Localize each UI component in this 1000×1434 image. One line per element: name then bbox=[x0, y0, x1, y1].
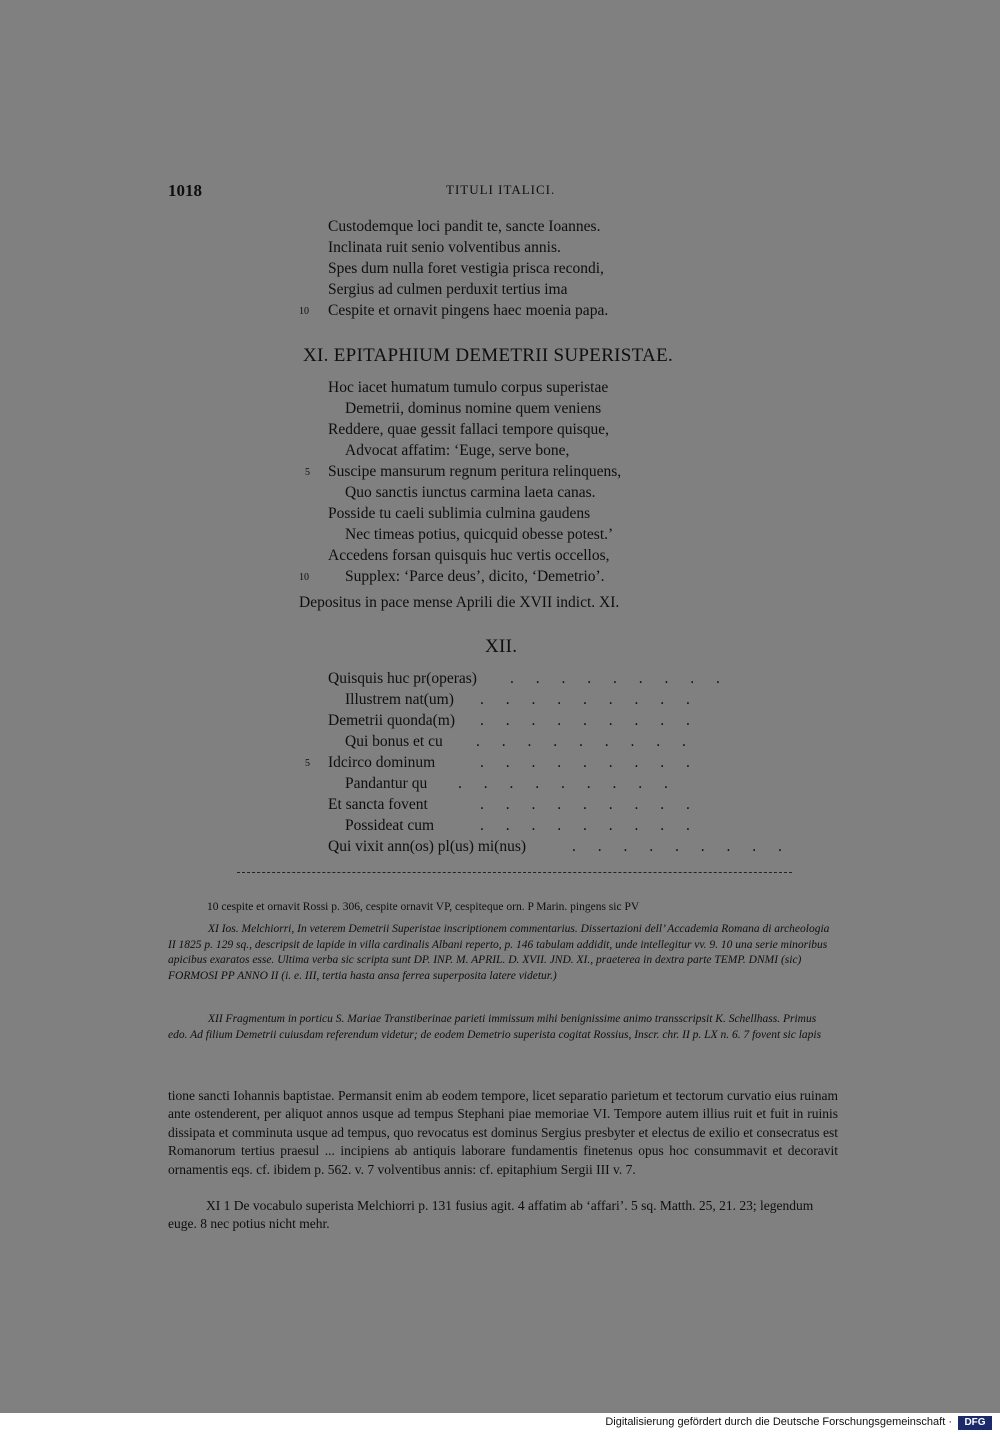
verse-line: Inclinata ruit senio volventibus annis. bbox=[328, 239, 561, 256]
verse-line: Qui vixit ann(os) pl(us) mi(nus) bbox=[328, 838, 527, 855]
verse-line: Reddere, quae gessit fallaci tempore quisque, bbox=[328, 421, 610, 438]
verse-line: Accedens forsan quisquis huc vertis occellos, bbox=[328, 547, 610, 564]
verse-line: Idcirco dominum bbox=[328, 754, 436, 771]
lacuna-dots: . . . . . . . . . bbox=[510, 670, 729, 687]
lacuna-dots: . . . . . . . . . bbox=[480, 691, 699, 708]
verse-line: Posside tu caeli sublimia culmina gaudens bbox=[328, 505, 591, 522]
depositus-line: Depositus in pace mense Aprili die XVII indict. XI. bbox=[299, 594, 620, 611]
lacuna-dots: . . . . . . . . . bbox=[480, 796, 699, 813]
note-x: 10 cespite et ornavit Rossi p. 306, cespite ornavit VP, cespiteque orn. P Marin. pingens sic PV bbox=[207, 901, 640, 913]
note-xi: XI Ios. Melchiorri, In veterem Demetrii Superistae inscriptionem commentarius. Dissertazioni dell’ Accademia Romana di archeologia II 1825 p. 129 sq., descripsit de lapide in villa cardinalis Albani reperto, p. 146 tabulam addidit, unde intellegitur vv. 9. 10 una serie minoribus apicibus exaratos esse. Ultima verba sic scripta sunt DP. INP. M. APRIL. D. XVII. JND. XI., praeterea in dextra parte TEMP. DNMI (sic) FORMOSI PP ANNO II (i. e. III, tertia hasta ansa ferrea superposita latere videtur.) bbox=[168, 923, 830, 982]
verse-line: Supplex: ‘Parce deus’, dicito, ‘Demetrio’. bbox=[345, 568, 605, 585]
verse-line: Quo sanctis iunctus carmina laeta canas. bbox=[345, 484, 596, 501]
verse-line: Advocat affatim: ‘Euge, serve bone, bbox=[345, 442, 570, 459]
section-xi-title: XI. EPITAPHIUM DEMETRII SUPERISTAE. bbox=[303, 345, 674, 366]
lacuna-dots: . . . . . . . . . bbox=[476, 733, 695, 750]
verse-line: Nec timeas potius, quicquid obesse potest.’ bbox=[345, 526, 614, 543]
lacuna-dots: . . . . . . . . . bbox=[480, 817, 699, 834]
footer-bar bbox=[0, 1413, 1000, 1434]
footer-text: Digitalisierung gefördert durch die Deutsche Forschungsgemeinschaft · bbox=[605, 1416, 952, 1428]
verse-line: Quisquis huc pr(operas) bbox=[328, 670, 477, 687]
verse-line: Pandantur qu bbox=[345, 775, 428, 792]
verse-line: Spes dum nulla foret vestigia prisca recondi, bbox=[328, 260, 604, 277]
line-number: 5 bbox=[305, 467, 310, 478]
section-xii-title: XII. bbox=[485, 636, 518, 657]
verse-line: Et sancta fovent bbox=[328, 796, 428, 813]
lacuna-dots: . . . . . . . . . bbox=[480, 712, 699, 729]
verse-line: Custodemque loci pandit te, sancte Ioannes. bbox=[328, 218, 601, 235]
line-number: 10 bbox=[299, 572, 309, 583]
dfg-logo-icon: DFG bbox=[958, 1416, 992, 1430]
verse-line: Demetrii quonda(m) bbox=[328, 712, 455, 729]
running-head: TITULI ITALICI. bbox=[446, 182, 556, 197]
lacuna-dots: . . . . . . . . . bbox=[572, 838, 791, 855]
commentary-paragraph: tione sancti Iohannis baptistae. Permansit enim ab eodem tempore, licet separatio parietum et tectorum curvatio eius ruinam ante ostenderent, per aliquot annos usque ad tempus Stephani piae memoriae VI. Tempore autem illius ruit et fuit in ruinis dissipata et comminuta usque ad tempus, quo revocatus est dominus Sergius presbyter et electus de exilio et consecratus est Romanorum tertius praesul ... incipiens ab antiquis laborare fundamentis finetenus opus hoc consummavit et decoravit ornamentis eqs. cf. ibidem p. 562. v. 7 volventibus annis: cf. epitaphium Sergii III v. 7. bbox=[168, 1088, 838, 1177]
verse-line: Qui bonus et cu bbox=[345, 733, 443, 750]
note-xii: XII Fragmentum in porticu S. Mariae Transtiberinae parieti immissum mihi benignissime animo transscripsit K. Schellhass. Primus edo. Ad filium Demetrii cuiusdam referendum videtur; de eodem Demetrio superista cogitat Rossius, Inscr. chr. II p. LX n. 6. 7 fovent sic lapis bbox=[168, 1013, 822, 1041]
verse-line: Demetrii, dominus nomine quem veniens bbox=[345, 400, 602, 417]
line-number: 10 bbox=[299, 306, 309, 317]
verse-line: Cespite et ornavit pingens haec moenia papa. bbox=[328, 302, 609, 319]
page-number: 1018 bbox=[168, 181, 202, 200]
verse-line: Sergius ad culmen perduxit tertius ima bbox=[328, 281, 568, 298]
verse-line: Possideat cum bbox=[345, 817, 435, 834]
lacuna-dots: . . . . . . . . . bbox=[480, 754, 699, 771]
commentary-paragraph: XI 1 De vocabulo superista Melchiorri p. 131 fusius agit. 4 affatim ab ‘affari’. 5 sq. Matth. 25, 21. 23; legendum euge. 8 nec potius nicht mehr. bbox=[168, 1198, 814, 1232]
verse-line: Hoc iacet humatum tumulo corpus superistae bbox=[328, 379, 609, 396]
verse-line: Suscipe mansurum regnum peritura relinquens, bbox=[328, 463, 622, 480]
divider-rule bbox=[237, 872, 792, 873]
lacuna-dots: . . . . . . . . . bbox=[458, 775, 677, 792]
verse-line: Illustrem nat(um) bbox=[345, 691, 454, 708]
line-number: 5 bbox=[305, 758, 310, 769]
